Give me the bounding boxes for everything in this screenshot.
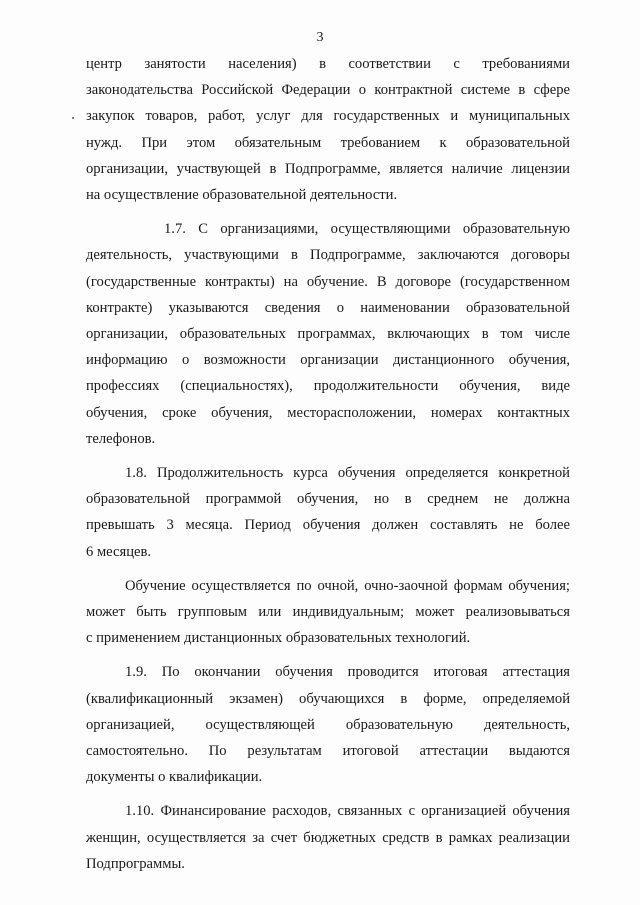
paragraph-1-8 bbox=[86, 460, 570, 565]
paragraph-intro bbox=[86, 51, 570, 208]
text-line: нужд. При этом обязательным требованием к образовательной bbox=[86, 134, 570, 151]
text-line: контракте) указываются сведения о наименовании образовательной bbox=[86, 299, 570, 316]
text-line: деятельность, участвующими в Подпрограмме, заключаются договоры bbox=[86, 247, 570, 264]
text-line: профессиях (специальностях), продолжительности обучения, виде bbox=[86, 378, 570, 395]
text-line: телефонов. bbox=[86, 430, 156, 447]
paragraph-1-10 bbox=[86, 798, 570, 877]
text-line: образовательной программой обучения, но в среднем не должна bbox=[86, 491, 570, 508]
text-line: центр занятости населения) в соответствии с требованиями bbox=[86, 56, 570, 72]
text-line: закупок товаров, работ, услуг для государственных и муниципальных bbox=[86, 108, 570, 125]
text-line: (государственные контракты) на обучение. В договоре (государственном bbox=[86, 273, 570, 290]
text-line: самостоятельно. По результатам итоговой аттестации выдаются bbox=[86, 743, 570, 760]
text-line: информацию о возможности организации дистанционного обучения, bbox=[86, 352, 570, 369]
paragraph-1-9 bbox=[86, 659, 570, 790]
text-line: организации, участвующей в Подпрограмме, является наличие лицензии bbox=[86, 160, 570, 177]
text-line: организации, образовательных программах, включающих в том числе bbox=[86, 326, 570, 343]
text-line: Обучение осуществляется по очной, очно-заочной формам обучения; bbox=[125, 577, 570, 594]
text-line: 1.8. Продолжительность курса обучения определяется конкретной bbox=[125, 465, 570, 482]
scan-speck bbox=[72, 117, 74, 119]
text-line: организацией, осуществляющей образовательную деятельность, bbox=[86, 716, 570, 733]
paragraph-study-forms bbox=[86, 573, 570, 652]
text-line: (квалификационный экзамен) обучающихся в форме, определяемой bbox=[86, 690, 570, 707]
text-line: 1.10. Финансирование расходов, связанных с организацией обучения bbox=[125, 803, 570, 820]
text-line: 6 месяцев. bbox=[86, 543, 152, 560]
text-line: 1.7. С организациями, осуществляющими образовательную bbox=[164, 221, 570, 238]
text-line: Подпрограммы. bbox=[86, 855, 185, 872]
page-number: 3 bbox=[316, 30, 324, 45]
text-line: обучения, сроке обучения, месторасположении, номерах контактных bbox=[86, 404, 570, 421]
text-line: 1.9. По окончании обучения проводится итоговая аттестация bbox=[125, 664, 570, 681]
text-line: с применением дистанционных образовательных технологий. bbox=[86, 630, 471, 647]
text-line: на осуществление образовательной деятельности. bbox=[86, 187, 398, 204]
text-line: превышать 3 месяца. Период обучения должен составлять не более bbox=[86, 517, 570, 534]
document-body bbox=[86, 51, 570, 877]
text-line: законодательства Российской Федерации о контрактной системе в сфере bbox=[86, 82, 570, 99]
text-line: может быть групповым или индивидуальным; может реализовываться bbox=[86, 604, 570, 621]
paragraph-1-7 bbox=[86, 216, 570, 452]
text-line: женщин, осуществляется за счет бюджетных средств в рамках реализации bbox=[86, 829, 570, 846]
text-line: документы о квалификации. bbox=[86, 769, 263, 786]
